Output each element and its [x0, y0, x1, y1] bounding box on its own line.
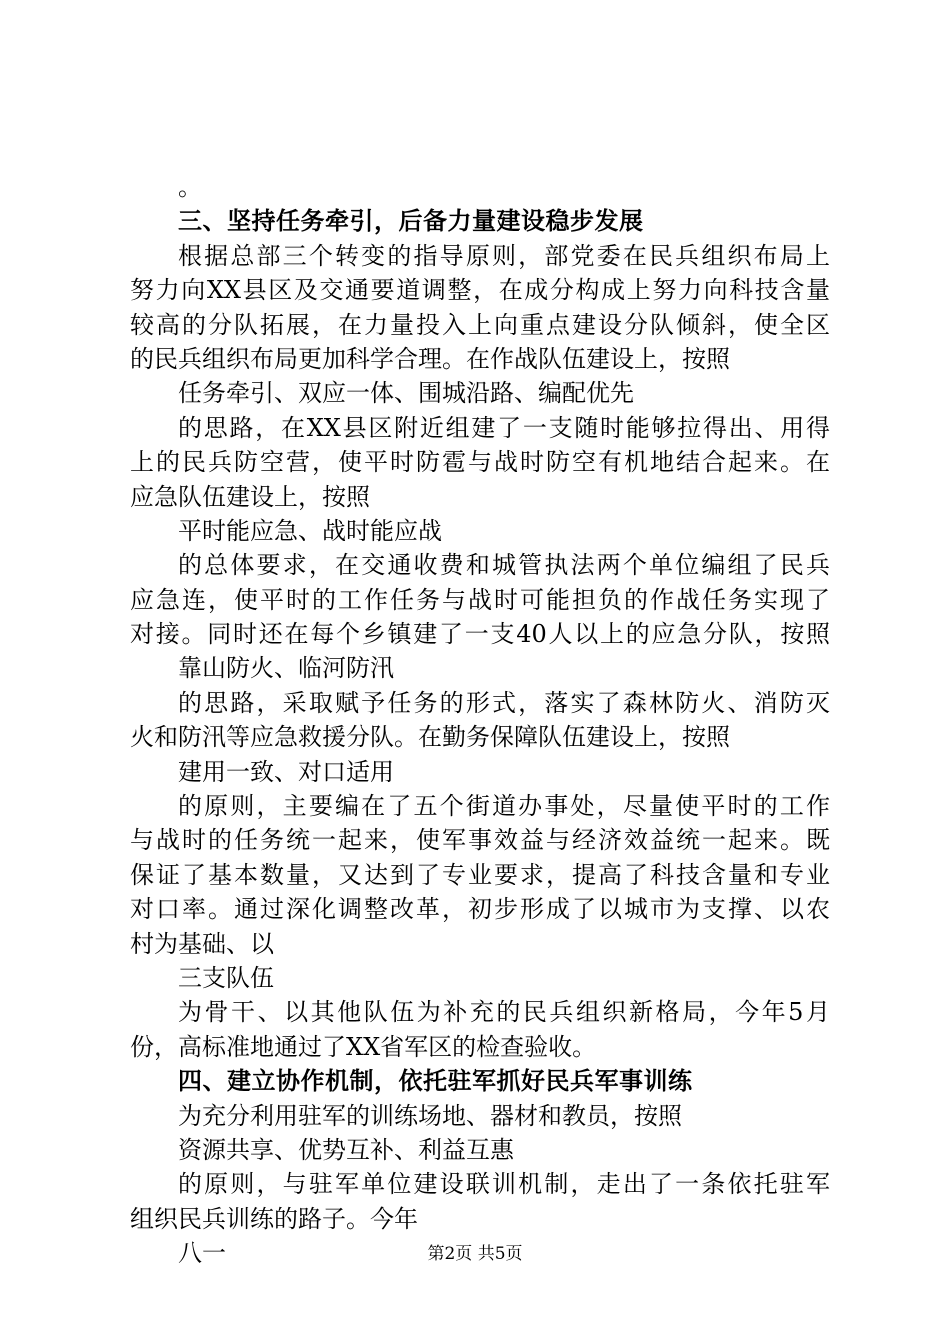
- text-line: 三支队伍: [178, 963, 274, 992]
- text-line: 对口率。通过深化调整改革，初步形成了以城市为支撑、以农: [130, 895, 830, 924]
- text-line: 的总体要求，在交通收费和城管执法两个单位编组了民兵: [178, 551, 830, 580]
- text-line: 村为基础、以: [130, 929, 274, 958]
- text-line: 努力向XX县区及交通要道调整，在成分构成上努力向科技含量: [130, 276, 830, 305]
- text-line: 组织民兵训练的路子。今年: [130, 1204, 418, 1233]
- text-line: 资源共享、优势互补、利益互惠: [178, 1135, 514, 1164]
- document-body: [130, 170, 830, 1271]
- text-line: 火和防汛等应急救援分队。在勤务保障队伍建设上，按照: [130, 723, 730, 752]
- text-line: 靠山防火、临河防汛: [178, 654, 394, 683]
- section-heading: 四、建立协作机制，依托驻军抓好民兵军事训练: [178, 1067, 693, 1096]
- text-line: 为充分利用驻军的训练场地、器材和教员，按照: [178, 1101, 682, 1130]
- page-number: 第2页: [427, 1244, 473, 1264]
- text-line: 八一: [178, 1239, 226, 1268]
- text-line: 保证了基本数量，又达到了专业要求，提高了科技含量和专业: [130, 860, 830, 889]
- page-footer: [0, 1243, 950, 1265]
- text-line: 应急队伍建设上，按照: [130, 482, 370, 511]
- page-total: 共5页: [477, 1244, 523, 1264]
- text-line: 的民兵组织布局更加科学合理。在作战队伍建设上，按照: [130, 344, 730, 373]
- text-line: 上的民兵防空营，使平时防雹与战时防空有机地结合起来。在: [130, 448, 830, 477]
- text-line: 与战时的任务统一起来，使军事效益与经济效益统一起来。既: [130, 826, 830, 855]
- text-line: 根据总部三个转变的指导原则，部党委在民兵组织布局上: [178, 241, 830, 270]
- text-line: 对接。同时还在每个乡镇建了一支40人以上的应急分队，按照: [130, 620, 830, 649]
- text-line: 平时能应急、战时能应战: [178, 516, 442, 545]
- text-line: 应急连，使平时的工作任务与战时可能担负的作战任务实现了: [130, 585, 830, 614]
- text-line: 较高的分队拓展，在力量投入上向重点建设分队倾斜，使全区: [130, 310, 830, 339]
- text-line: 建用一致、对口适用: [178, 757, 394, 786]
- text-line: 任务牵引、双应一体、围城沿路、编配优先: [178, 379, 634, 408]
- text-line: 。: [178, 173, 202, 201]
- text-line: 为骨干、以其他队伍为补充的民兵组织新格局，今年5月: [178, 998, 830, 1027]
- text-line: 的思路，采取赋予任务的形式，落实了森林防火、消防灭: [178, 688, 830, 717]
- text-line: 份，高标准地通过了XX省军区的检查验收。: [130, 1032, 597, 1061]
- section-heading: 三、坚持任务牵引，后备力量建设稳步发展: [178, 207, 644, 236]
- text-line: 的思路，在XX县区附近组建了一支随时能够拉得出、用得: [178, 413, 830, 442]
- text-line: 的原则，与驻军单位建设联训机制，走出了一条依托驻军: [178, 1170, 830, 1199]
- text-line: 的原则，主要编在了五个街道办事处，尽量使平时的工作: [178, 792, 830, 821]
